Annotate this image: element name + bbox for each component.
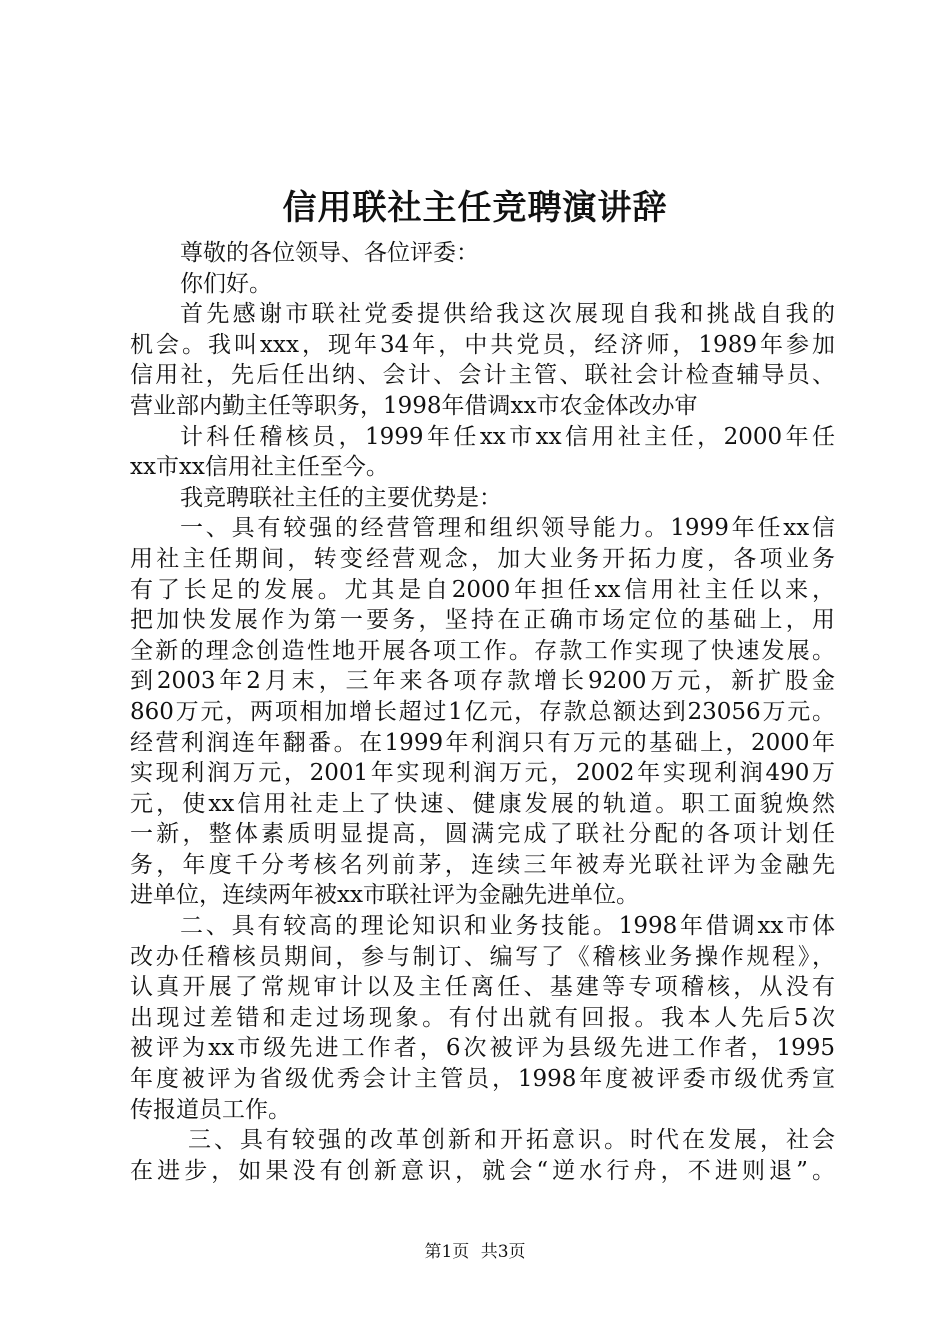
document-title: 信用联社主任竞聘演讲辞 [282,188,668,228]
text-line: 机会。我叫xxx，现年34年，中共党员，经济师，1989年参加 [130,331,835,358]
text-line: 信用社，先后任出纳、会计、会计主管、联社会计检查辅导员、 [130,362,835,389]
text-line: 进单位，连续两年被xx市联社评为金融先进单位。 [130,882,639,909]
text-line: xx市xx信用社主任至今。 [130,454,389,481]
text-line: 出现过差错和走过场现象。有付出就有回报。我本人先后5次 [130,1004,835,1031]
text-line: 二、具有较高的理论知识和业务技能。1998年借调xx市体 [180,913,835,940]
text-line: 传报道员工作。 [130,1096,291,1123]
text-line: 有了长足的发展。尤其是自2000年担任xx信用社主任以来， [130,576,835,603]
text-line: 在进步，如果没有创新意识，就会“逆水行舟，不进则退”。 [130,1157,835,1184]
text-line: 元，使xx信用社走上了快速、健康发展的轨道。职工面貌焕然 [130,790,835,817]
text-line: 认真开展了常规审计以及主任离任、基建等专项稽核，从没有 [130,974,835,1001]
text-line: 改办任稽核员期间，参与制订、编写了《稽核业务操作规程》， [130,943,835,970]
text-line: 用社主任期间，转变经营观念，加大业务开拓力度，各项业务 [130,545,835,572]
text-line: 到2003年2月末，三年来各项存款增长9200万元，新扩股金 [130,668,835,695]
page-number: 第1页 [424,1242,470,1262]
text-line: 860万元，两项相加增长超过1亿元，存款总额达到23056万元。 [130,698,835,725]
text-line: 年度被评为省级优秀会计主管员，1998年度被评委市级优秀宣 [130,1066,835,1093]
text-line: 经营利润连年翻番。在1999年利润只有万元的基础上，2000年 [130,729,835,756]
document-body [130,238,835,1186]
text-line: 尊敬的各位领导、各位评委： [180,240,479,266]
text-line: 被评为xx市级先进工作者，6次被评为县级先进工作者，1995 [130,1035,835,1062]
text-line: 你们好。 [180,270,272,297]
text-line: 把加快发展作为第一要务，坚持在正确市场定位的基础上，用 [130,607,835,634]
text-line: 三、具有较强的改革创新和开拓意识。时代在发展，社会 [188,1127,835,1154]
text-line: 全新的理念创造性地开展各项工作。存款工作实现了快速发展。 [130,637,835,664]
page-total: 共3页 [480,1242,526,1262]
text-line: 首先感谢市联社党委提供给我这次展现自我和挑战自我的 [180,301,835,328]
text-line: 一、具有较强的经营管理和组织领导能力。1999年任xx信 [180,515,835,542]
text-line: 实现利润万元，2001年实现利润万元，2002年实现利润490万 [130,760,835,787]
text-line: 务，年度千分考核名列前茅，连续三年被寿光联社评为金融先 [130,851,835,878]
text-line: 我竞聘联社主任的主要优势是： [180,484,502,511]
page-footer [0,1240,950,1264]
text-line: 一新，整体素质明显提高，圆满完成了联社分配的各项计划任 [130,821,835,848]
text-line: 计科任稽核员，1999年任xx市xx信用社主任，2000年任 [180,423,835,450]
text-line: 营业部内勤主任等职务，1998年借调xx市农金体改办审 [130,392,698,419]
